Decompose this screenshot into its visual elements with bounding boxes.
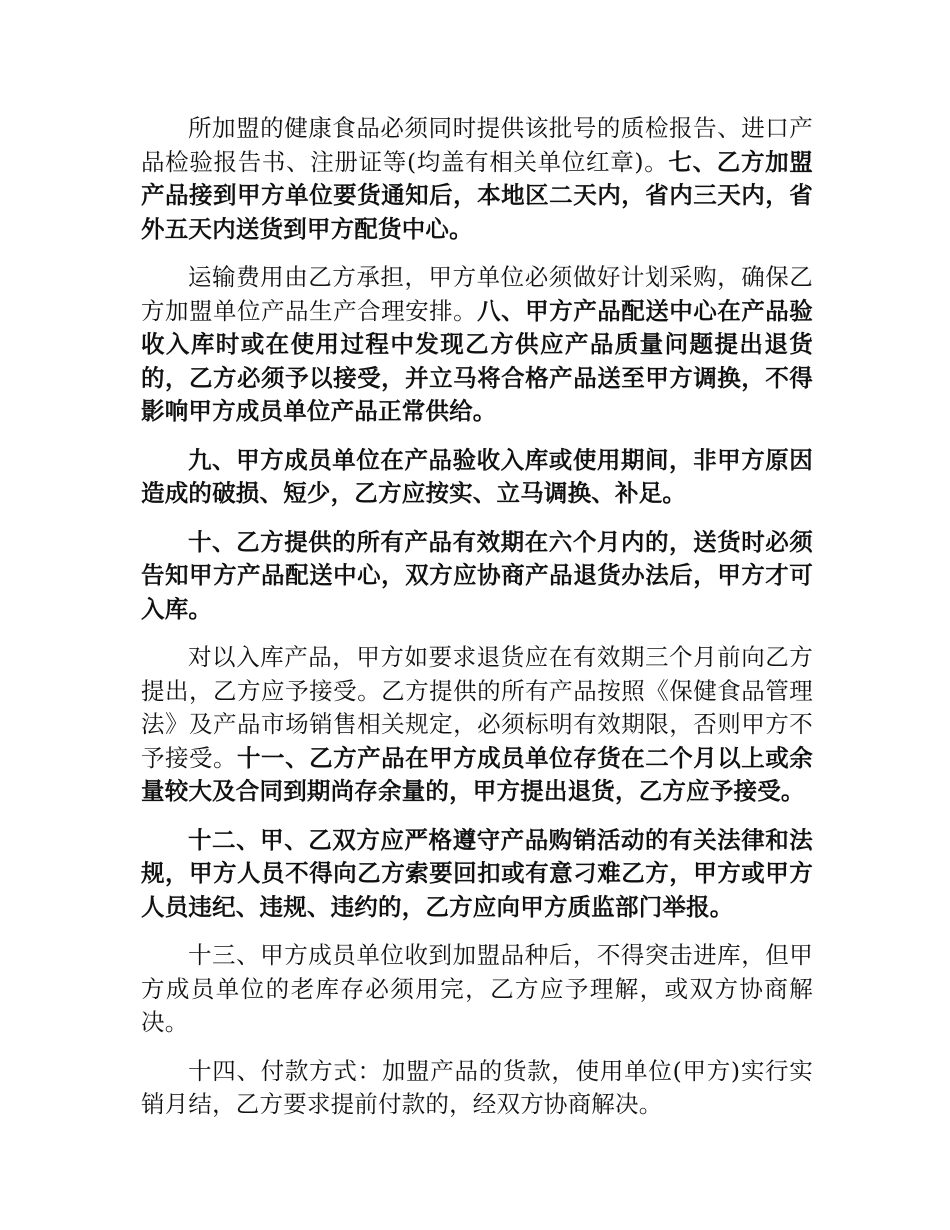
clause-14-text: 十四、付款方式：加盟产品的货款，使用单位(甲方)实行实销月结，乙方要求提前付款的，经双方协商解决。 [141,1056,813,1118]
document-page [141,112,813,1137]
paragraph-3 [141,444,813,511]
paragraph-7 [141,939,813,1040]
paragraph-2-text: 运输费用由乙方承担，甲方单位必须做好计划采购，确保乙方加盟单位产品生产合理安排。 [141,263,813,325]
clause-8-text: 八、甲方产品配送中心在产品验收入库时或在使用过程中发现乙方供应产品质量问题提出退货的，乙方必须予以接受，并立马将合格产品送至甲方调换，不得影响甲方成员单位产品正常供给。 [141,296,813,425]
clause-12-text: 十二、甲、乙双方应严格遵守产品购销活动的有关法律和法规，甲方人员不得向乙方索要回扣或有意刁难乙方，甲方或甲方人员违纪、违规、违约的，乙方应向甲方质监部门举报。 [141,825,813,921]
paragraph-6 [141,824,813,925]
paragraph-8 [141,1055,813,1122]
paragraph-1 [141,112,813,246]
clause-9-text: 九、甲方成员单位在产品验收入库或使用期间，非甲方原因造成的破损、短少，乙方应按实、立马调换、补足。 [141,445,813,507]
clause-11-text: 十一、乙方产品在甲方成员单位存货在二个月以上或余量较大及合同到期尚存余量的，甲方提出退货，乙方应予接受。 [141,743,813,805]
clause-13-text: 十三、甲方成员单位收到加盟品种后，不得突击进库，但甲方成员单位的老库存必须用完，乙方应予理解，或双方协商解决。 [141,941,813,1036]
paragraph-2 [141,261,813,429]
paragraph-4 [141,526,813,627]
paragraph-5 [141,641,813,809]
clause-10-text: 十、乙方提供的所有产品有效期在六个月内的，送货时必须告知甲方产品配送中心，双方应协商产品退货办法后，甲方才可入库。 [141,527,813,623]
paragraph-1-text: 所加盟的健康食品必须同时提供该批号的质检报告、进口产品检验报告书、注册证等(均盖有相关单位红章)。 [141,114,813,176]
paragraph-5-text: 对以入库产品，甲方如要求退货应在有效期三个月前向乙方提出，乙方应予接受。乙方提供的所有产品按照《保健食品管理法》及产品市场销售相关规定，必须标明有效期限，否则甲方不予接受。 [141,643,813,772]
clause-7-text: 七、乙方加盟产品接到甲方单位要货通知后，本地区二天内，省内三天内，省外五天内送货到甲方配货中心。 [141,147,814,243]
